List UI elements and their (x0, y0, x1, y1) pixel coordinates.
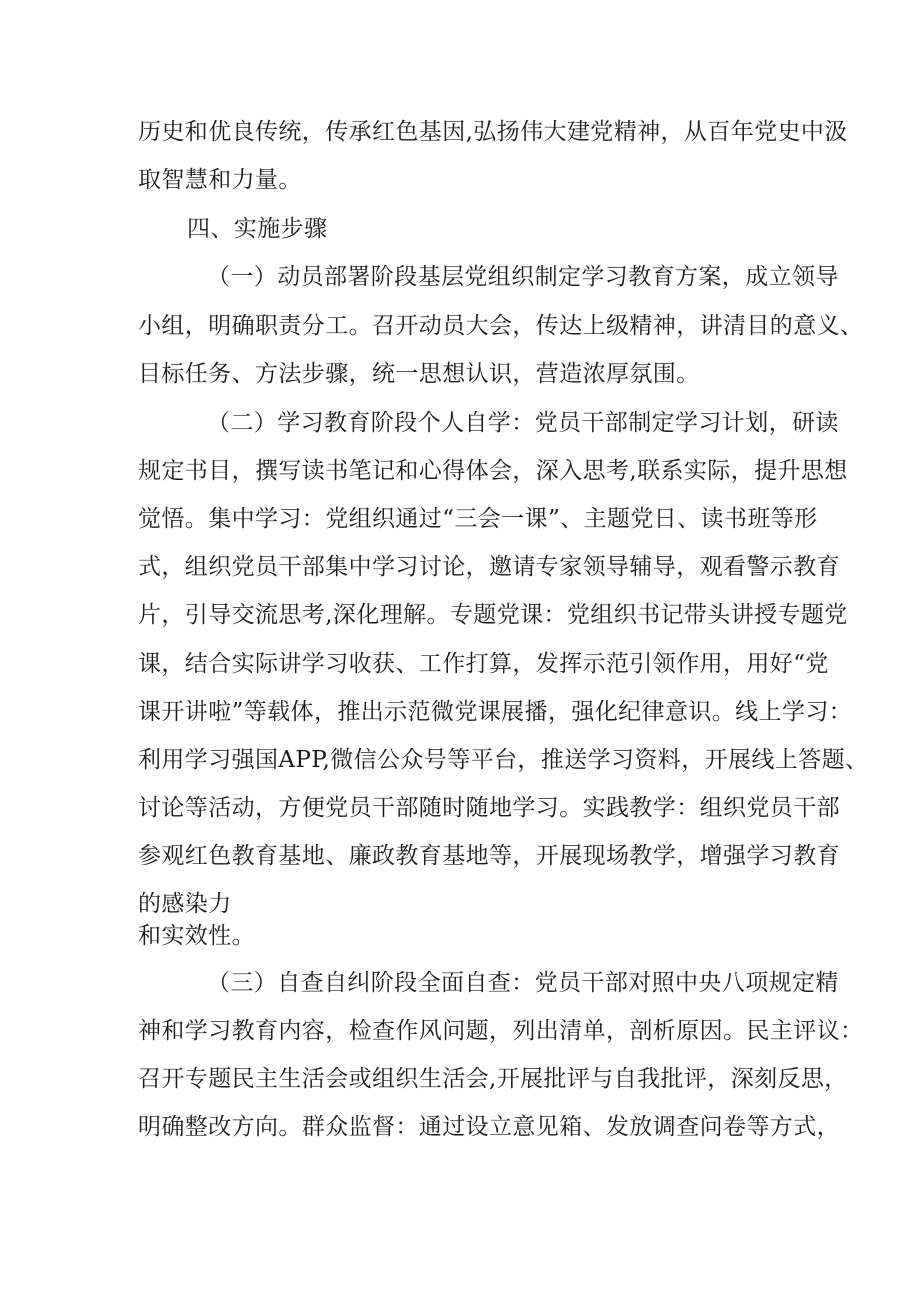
text-line: 目标任务、方法步骤，统一思想认识，营造浓厚氛围。 (138, 361, 700, 387)
text-line: 参观红色教育基地、廉政教育基地等，开展现场教学，增强学习教育 (138, 843, 840, 869)
text-line: 片，引导交流思考,深化理解。专题党课：党组织书记带头讲授专题党 (138, 602, 848, 628)
text-line: （一）动员部署阶段基层党组织制定学习教育方案，成立领导 (207, 264, 839, 290)
text-line: （二）学习教育阶段个人自学：党员干部制定学习计划，研读 (207, 410, 839, 436)
text-line: 的感染力 (138, 891, 232, 917)
text-line: 课开讲啦”等载体，推出示范微党课展播，强化纪律意识。线上学习： (138, 699, 853, 725)
text-line: 式，组织党员干部集中学习讨论，邀请专家领导辅导，观看警示教育 (138, 554, 840, 580)
text-line: 规定书目，撰写读书笔记和心得体会，深入思考,联系实际，提升思想 (138, 458, 848, 484)
text-line: 和实效性。 (138, 923, 255, 949)
text-line: 利用学习强国APP,微信公众号等平台，推送学习资料，开展线上答题、 (138, 747, 869, 773)
text-line: 神和学习教育内容，检查作风问题，列出清单，剖析原因。民主评议： (138, 1018, 864, 1044)
text-line: 讨论等活动，方便党员干部随时随地学习。实践教学：组织党员干部 (138, 795, 840, 821)
section-heading: 四、实施步骤 (187, 216, 328, 242)
text-line: （三）自查自纠阶段全面自查：党员干部对照中央八项规定精 (207, 970, 839, 996)
text-line: 觉悟。集中学习：党组织通过“三会一课”、主题党日、读书班等形 (138, 506, 818, 532)
text-line: 召开专题民主生活会或组织生活会,开展批评与自我批评，深刻反思， (138, 1066, 848, 1092)
text-line: 历史和优良传统，传承红色基因,弘扬伟大建党精神，从百年党史中汲 (138, 119, 848, 145)
text-line: 小组，明确职责分工。召开动员大会，传达上级精神，讲清目的意义、 (138, 313, 864, 339)
text-line: 课，结合实际讲学习收获、工作打算，发挥示范引领作用，用好“党 (138, 651, 829, 677)
text-line: 取智慧和力量。 (138, 167, 302, 193)
text-line: 明确整改方向。群众监督：通过设立意见箱、发放调查问卷等方式， (138, 1114, 840, 1140)
